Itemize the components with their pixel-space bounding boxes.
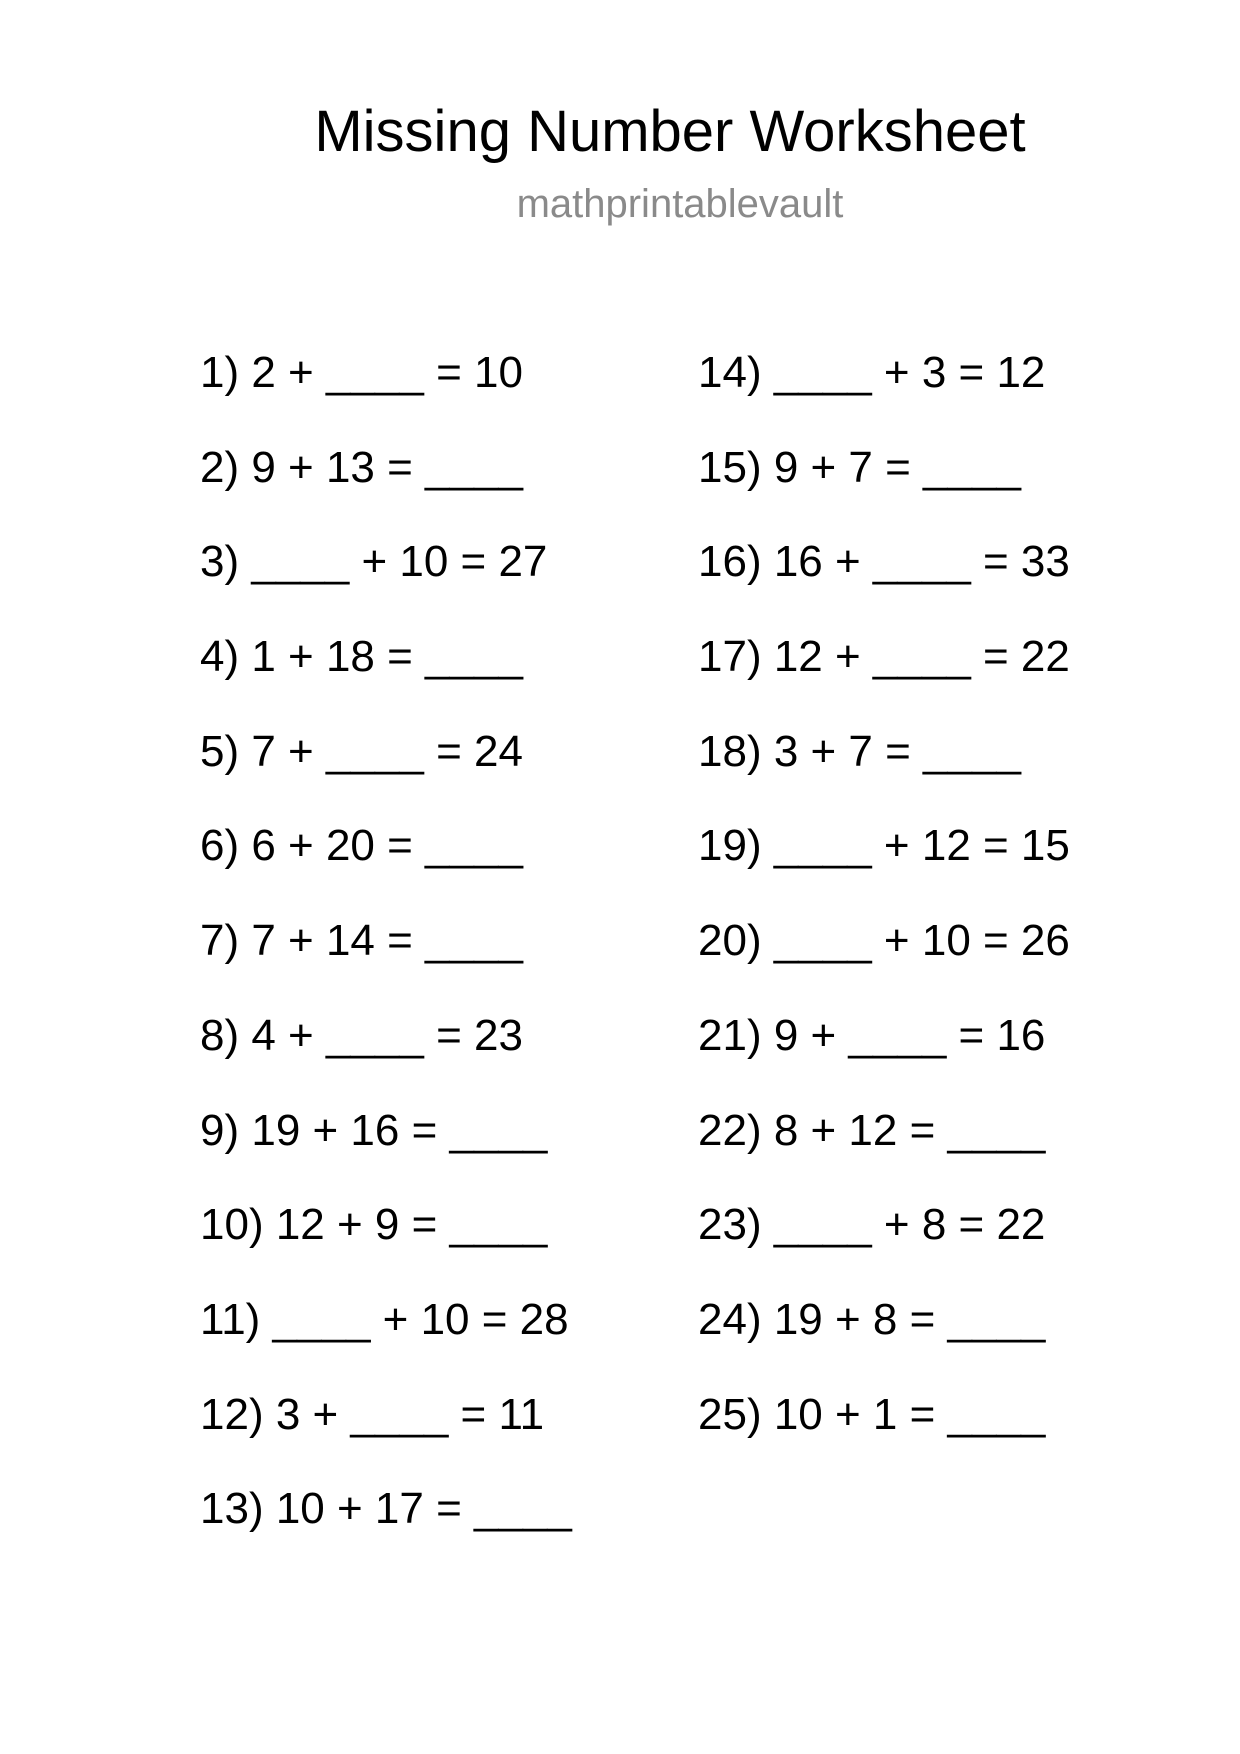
- problem-item: 25) 10 + 1 = ____: [698, 1389, 1046, 1439]
- problem-item: 4) 1 + 18 = ____: [200, 632, 523, 682]
- problem-item: 18) 3 + 7 = ____: [698, 726, 1021, 776]
- problem-item: 22) 8 + 12 = ____: [698, 1105, 1046, 1155]
- problem-item: 2) 9 + 13 = ____: [200, 442, 523, 492]
- problem-item: 14) ____ + 3 = 12: [698, 348, 1046, 397]
- problem-item: 3) ____ + 10 = 27: [200, 537, 548, 587]
- problem-item: 13) 10 + 17 = ____: [200, 1484, 572, 1534]
- problem-item: 16) 16 + ____ = 33: [698, 537, 1070, 587]
- problem-item: 12) 3 + ____ = 11: [200, 1389, 545, 1439]
- problem-item: 10) 12 + 9 = ____: [200, 1200, 548, 1250]
- problems-column-right: [698, 346, 1070, 1482]
- problem-item: 7) 7 + 14 = ____: [200, 916, 523, 966]
- problem-item: 17) 12 + ____ = 22: [698, 632, 1070, 682]
- problems-column-left: [200, 346, 572, 1577]
- problem-item: 6) 6 + 20 = ____: [200, 821, 523, 871]
- worksheet-title: Missing Number Worksheet: [314, 99, 1026, 164]
- problem-item: 5) 7 + ____ = 24: [200, 726, 523, 776]
- problem-item: 8) 4 + ____ = 23: [200, 1010, 523, 1060]
- problem-item: 1) 2 + ____ = 10: [200, 348, 523, 397]
- problem-item: 20) ____ + 10 = 26: [698, 916, 1070, 966]
- worksheet-source: mathprintablevault: [516, 182, 844, 226]
- problem-item: 24) 19 + 8 = ____: [698, 1294, 1046, 1344]
- problem-item: 23) ____ + 8 = 22: [698, 1200, 1046, 1250]
- problem-item: 19) ____ + 12 = 15: [698, 821, 1070, 871]
- problem-item: 11) ____ + 10 = 28: [200, 1294, 569, 1344]
- problem-item: 21) 9 + ____ = 16: [698, 1010, 1046, 1060]
- problem-item: 15) 9 + 7 = ____: [698, 442, 1021, 492]
- problem-item: 9) 19 + 16 = ____: [200, 1105, 548, 1155]
